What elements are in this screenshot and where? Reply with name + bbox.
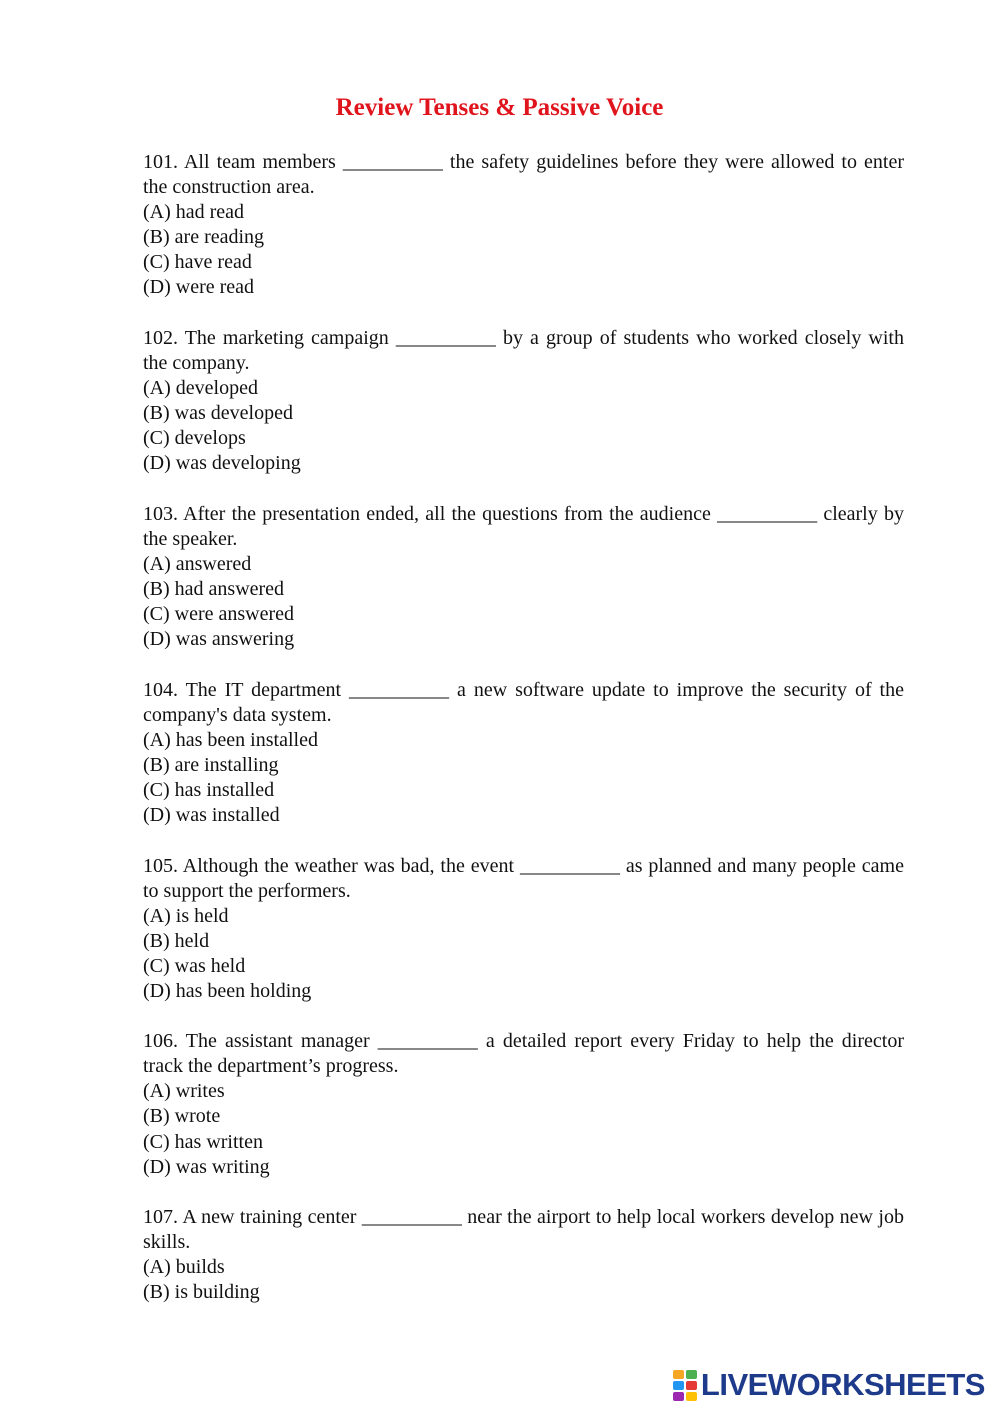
- answer-option: (B) wrote: [143, 1105, 221, 1128]
- question-stem: 104. The IT department __________ a new software update to improve the security of the company's data system.: [143, 678, 904, 726]
- question-item: [143, 854, 904, 1004]
- question-stem: 103. After the presentation ended, all the questions from the audience __________ clearly by the speaker.: [143, 502, 904, 550]
- answer-option: (B) had answered: [143, 577, 285, 600]
- answer-option: (D) were read: [143, 276, 255, 299]
- question-item: [143, 326, 904, 476]
- answer-option: (C) has written: [143, 1130, 263, 1153]
- question-item: [143, 1205, 904, 1305]
- answer-option: (D) was answering: [143, 628, 295, 651]
- answer-option: (C) develops: [143, 427, 246, 450]
- answer-option: (D) was developing: [143, 452, 301, 475]
- answer-option: (B) was developed: [143, 401, 293, 424]
- answer-option: (A) answered: [143, 552, 252, 575]
- answer-option: (D) was installed: [143, 803, 280, 826]
- logo-tile: [686, 1392, 697, 1401]
- logo-tile: [673, 1370, 684, 1379]
- answer-option: (A) builds: [143, 1256, 225, 1279]
- logo-tile: [686, 1370, 697, 1379]
- answer-option: (C) were answered: [143, 602, 295, 625]
- question-list: [143, 150, 904, 1331]
- question-stem: 107. A new training center __________ near the airport to help local workers develop new job skills.: [143, 1206, 904, 1254]
- question-stem: 102. The marketing campaign __________ by a group of students who worked closely with the company.: [143, 326, 904, 374]
- answer-option: (C) was held: [143, 954, 246, 977]
- question-stem: 101. All team members __________ the safety guidelines before they were allowed to enter the construction area.: [143, 151, 904, 198]
- answer-option: (D) was writing: [143, 1155, 270, 1178]
- answer-option: (A) writes: [143, 1080, 225, 1103]
- answer-option: (A) has been installed: [143, 728, 318, 751]
- logo-tile: [673, 1392, 684, 1401]
- question-stem: 105. Although the weather was bad, the event __________ as planned and many people came to support the performers.: [143, 854, 904, 902]
- liveworksheets-brand[interactable]: [673, 1367, 985, 1403]
- question-item: [143, 502, 904, 652]
- answer-option: (A) had read: [143, 201, 245, 223]
- answer-option: (D) has been holding: [143, 979, 312, 1002]
- answer-option: (A) developed: [143, 376, 258, 399]
- question-item: [143, 1029, 904, 1179]
- answer-option: (C) have read: [143, 251, 252, 274]
- question-item: [143, 678, 904, 828]
- answer-option: (C) has installed: [143, 778, 275, 801]
- page-title: Review Tenses & Passive Voice: [335, 94, 664, 121]
- logo-tile: [673, 1381, 684, 1390]
- answer-option: (A) is held: [143, 904, 229, 927]
- liveworksheets-logo-icon: [673, 1370, 697, 1401]
- logo-tile: [686, 1381, 697, 1390]
- brand-name: LIVEWORKSHEETS: [700, 1367, 985, 1402]
- answer-option: (B) are reading: [143, 226, 265, 249]
- question-item: [143, 150, 904, 300]
- question-stem: 106. The assistant manager __________ a detailed report every Friday to help the director track the department’s progress.: [143, 1030, 904, 1078]
- answer-option: (B) is building: [143, 1281, 260, 1304]
- answer-option: (B) held: [143, 929, 210, 952]
- answer-option: (B) are installing: [143, 753, 279, 776]
